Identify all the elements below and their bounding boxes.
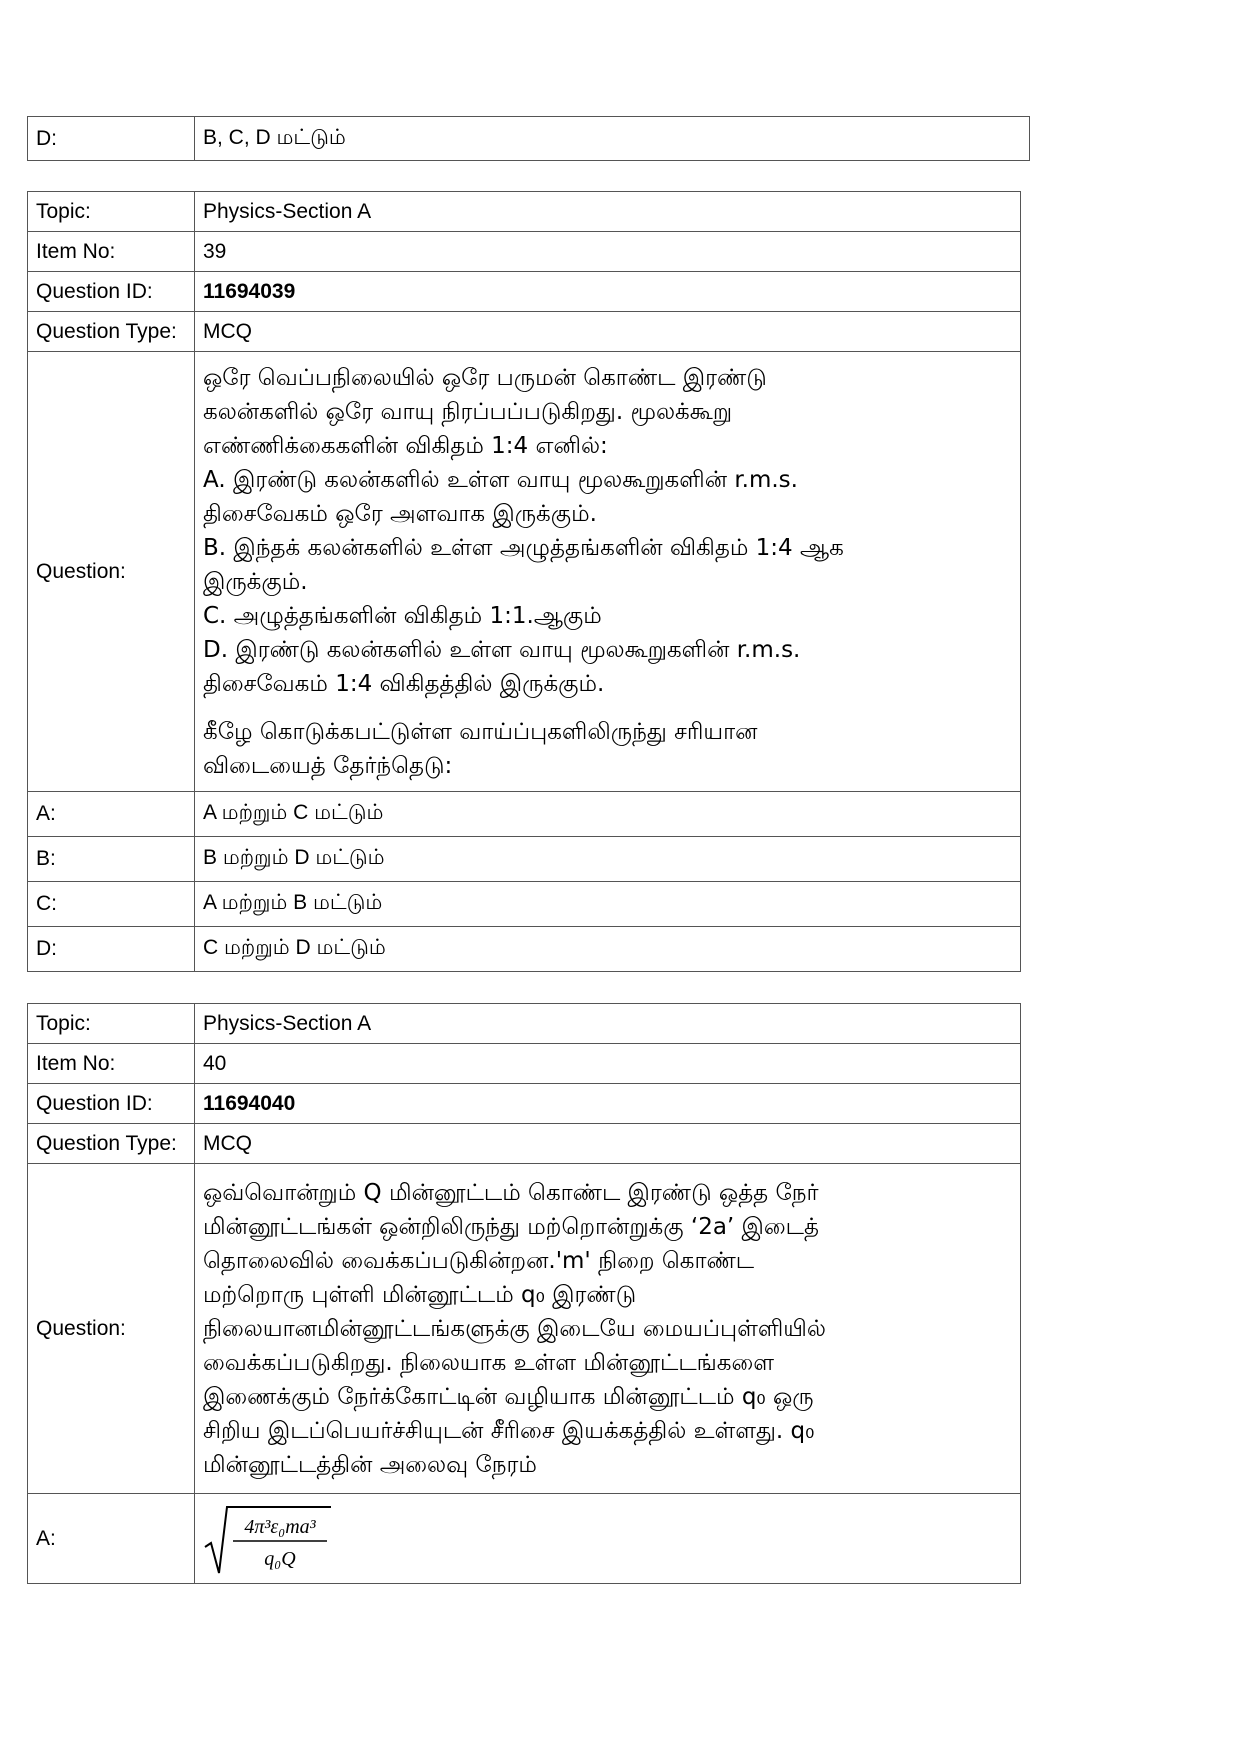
question-type-value: MCQ [195, 312, 1021, 352]
option-b-label: B: [28, 837, 195, 882]
question-line: திசைவேகம் ஒரே அளவாக இருக்கும். [203, 500, 597, 527]
question-line: கலன்களில் ஒரே வாயு நிரப்பப்படுகிறது. மூலக்கூறு [203, 398, 733, 425]
topic-label: Topic: [28, 1004, 195, 1044]
question-line: ஒவ்வொன்றும் Q மின்னூட்டம் கொண்ட இரண்டு ஒத்த நேர் [203, 1179, 819, 1206]
option-c-label: C: [28, 882, 195, 927]
question-line: விடையைத் தேர்ந்தெடு: [203, 752, 453, 779]
question-text [195, 352, 1021, 792]
option-d-label: D: [28, 927, 195, 972]
question-line: மின்னூட்டத்தின் அலைவு நேரம் [203, 1451, 537, 1478]
option-c-value: A மற்றும் B மட்டும் [195, 882, 1021, 927]
option-a-value: A மற்றும் C மட்டும் [195, 792, 1021, 837]
question-table-39 [27, 191, 1021, 972]
topic-label: Topic: [28, 192, 195, 232]
question-line: ஒரே வெப்பநிலையில் ஒரே பருமன் கொண்ட இரண்டு [203, 364, 767, 391]
option-d-value: C மற்றும் D மட்டும் [195, 927, 1021, 972]
question-line: இணைக்கும் நேர்க்கோட்டின் வழியாக மின்னூட்டம் q₀ ஒரு [203, 1383, 814, 1410]
question-line: கீழே கொடுக்கபட்டுள்ள வாய்ப்புகளிலிருந்து சரியான [203, 718, 758, 745]
question-line: B. இந்தக் கலன்களில் உள்ள அழுத்தங்களின் விகிதம் 1:4 ஆக [203, 534, 844, 561]
question-line: நிலையானமின்னூட்டங்களுக்கு இடையே மையப்புள்ளியில் [203, 1315, 826, 1342]
topic-value: Physics-Section A [195, 192, 1021, 232]
item-no-label: Item No: [28, 1044, 195, 1084]
question-line: எண்ணிக்கைகளின் விகிதம் 1:4 எனில்: [203, 432, 608, 459]
option-a-value [195, 1494, 1021, 1584]
option-d-label: D: [28, 117, 195, 161]
item-no-value: 39 [195, 232, 1021, 272]
question-line: A. இரண்டு கலன்களில் உள்ள வாயு மூலகூறுகளின் r.m.s. [203, 466, 798, 493]
question-label: Question: [28, 1164, 195, 1494]
question-id-label: Question ID: [28, 272, 195, 312]
option-a-label: A: [28, 792, 195, 837]
option-d-value: B, C, D மட்டும் [195, 117, 1030, 161]
question-line: மின்னூட்டங்கள் ஒன்றிலிருந்து மற்றொன்றுக்கு ‘2a’ இடைத் [203, 1213, 819, 1240]
formula-sqrt-image [203, 1503, 333, 1575]
option-a-label: A: [28, 1494, 195, 1584]
question-type-value: MCQ [195, 1124, 1021, 1164]
question-type-label: Question Type: [28, 1124, 195, 1164]
question-line: D. இரண்டு கலன்களில் உள்ள வாயு மூலகூறுகளின் r.m.s. [203, 636, 801, 663]
question-line: C. அழுத்தங்களின் விகிதம் 1:1.ஆகும் [203, 602, 602, 629]
question-line: சிறிய இடப்பெயர்ச்சியுடன் சீரிசை இயக்கத்தில் உள்ளது. q₀ [203, 1417, 815, 1444]
question-line: மற்றொரு புள்ளி மின்னூட்டம் q₀ இரண்டு [203, 1281, 637, 1308]
question-table-prev [27, 116, 1030, 161]
question-line: வைக்கப்படுகிறது. நிலையாக உள்ள மின்னூட்டங்களை [203, 1349, 775, 1376]
question-id-value: 11694040 [195, 1084, 1021, 1124]
question-table-40 [27, 1003, 1021, 1584]
question-type-label: Question Type: [28, 312, 195, 352]
option-b-value: B மற்றும் D மட்டும் [195, 837, 1021, 882]
item-no-label: Item No: [28, 232, 195, 272]
question-line: தொலைவில் வைக்கப்படுகின்றன.'m' நிறை கொண்ட [203, 1247, 755, 1274]
question-line: திசைவேகம் 1:4 விகிதத்தில் இருக்கும். [203, 670, 605, 697]
formula-denominator: q₀Q [264, 1547, 296, 1570]
question-id-label: Question ID: [28, 1084, 195, 1124]
question-id-value: 11694039 [195, 272, 1021, 312]
question-label: Question: [28, 352, 195, 792]
topic-value: Physics-Section A [195, 1004, 1021, 1044]
question-line: இருக்கும். [203, 568, 308, 595]
formula-numerator: 4π³ε₀ma³ [244, 1515, 316, 1538]
question-text [195, 1164, 1021, 1494]
item-no-value: 40 [195, 1044, 1021, 1084]
